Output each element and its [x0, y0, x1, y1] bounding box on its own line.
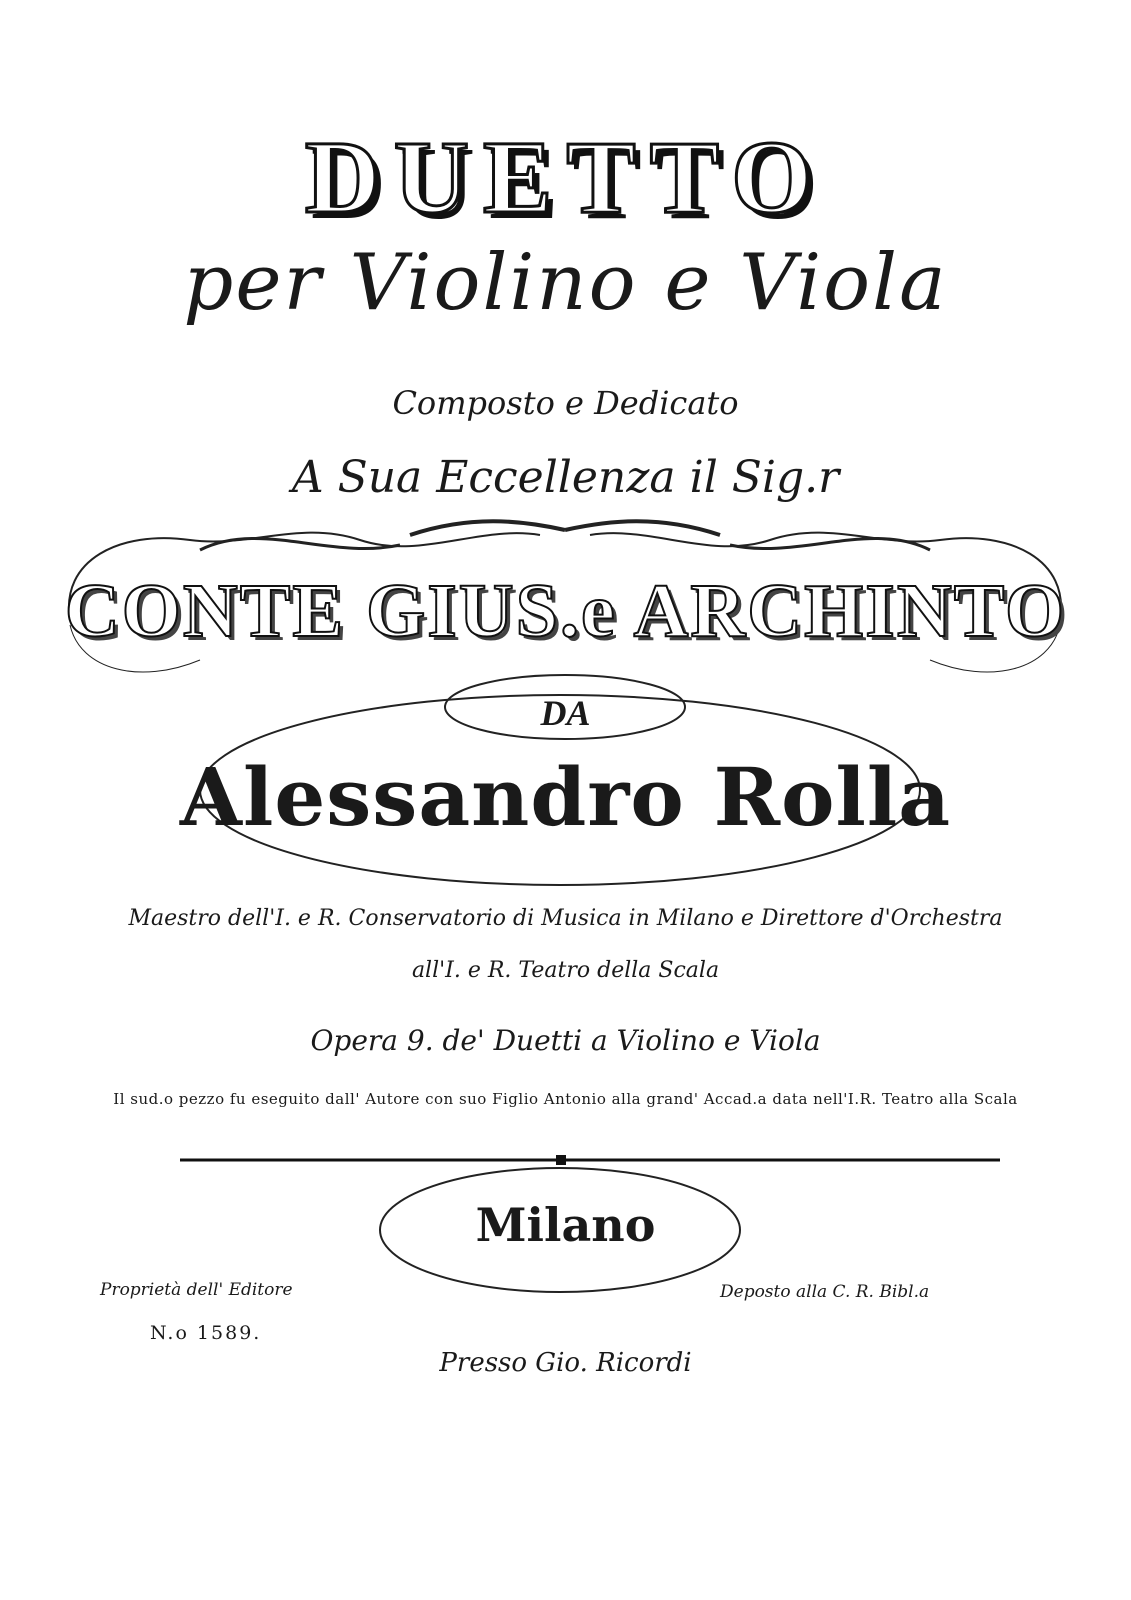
composer-name: Alessandro Rolla: [179, 750, 952, 844]
plate-number: N.o 1589.: [150, 1322, 262, 1344]
da-label: DA: [540, 693, 591, 733]
theatre-line: all'I. e R. Teatro della Scala: [411, 958, 720, 983]
opus-line: Opera 9. de' Duetti a Violino e Viola: [310, 1024, 821, 1057]
property-note: Proprietà dell' Editore: [100, 1280, 293, 1300]
dedication-line: A Sua Eccellenza il Sig.r: [291, 452, 840, 503]
dedicatee-name: CONTE GIUS.e ARCHINTO: [64, 569, 1067, 653]
performance-note: Il sud.o pezzo fu eseguito dall' Autore con suo Figlio Antonio alla grand' Accad.a data nell'I.R. Teatro alla Scala: [113, 1090, 1018, 1108]
city-name: Milano: [475, 1198, 656, 1252]
page-title: DUETTO: [304, 120, 827, 235]
deposit-note: Deposto alla C. R. Bibl.a: [720, 1282, 930, 1302]
publisher-line: Presso Gio. Ricordi: [439, 1348, 692, 1378]
divider-rule: [180, 1155, 1000, 1165]
composer-title: Maestro dell'I. e R. Conservatorio di Musica in Milano e Direttore d'Orchestra: [128, 906, 1003, 931]
instrumentation: per Violino e Viola: [183, 238, 948, 328]
composed-line: Composto e Dedicato: [392, 384, 739, 422]
